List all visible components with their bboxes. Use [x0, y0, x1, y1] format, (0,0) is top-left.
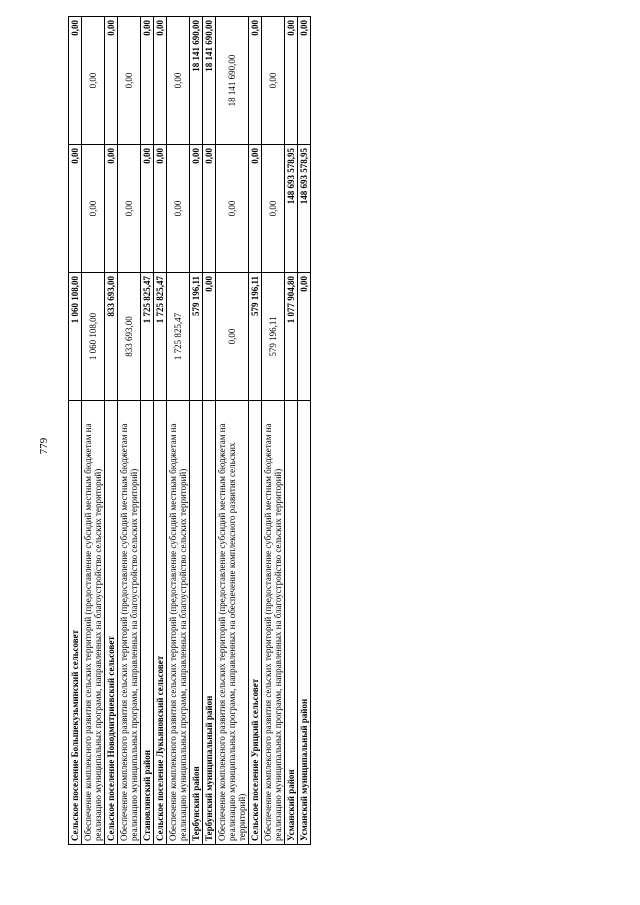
value-col2-cell: 0,00	[141, 145, 154, 273]
row-name-cell: Тербунский район	[190, 401, 203, 845]
value-col2-cell: 0,00	[249, 145, 262, 273]
value-col2-cell: 148 693 578,95	[298, 145, 311, 273]
value-col3-cell: 18 141 690,00	[216, 17, 249, 145]
row-name-cell: Сельское поселение Урицкий сельсовет	[249, 401, 262, 845]
row-name-cell: Обеспечение комплексного развития сельских территорий (предоставление субсидий местным бюджетам на реализацию муниципальных программ, направленных на благоустройство сельских территорий)	[167, 401, 190, 845]
value-col1-cell: 0,00	[298, 273, 311, 401]
row-name-cell: Сельское поселение Лукьяновский сельсовет	[154, 401, 167, 845]
value-col3-cell: 18 141 690,00	[190, 17, 203, 145]
table-row-heading	[69, 17, 82, 845]
value-col3-cell: 0,00	[285, 17, 298, 145]
value-col1-cell: 1 060 108,00	[82, 273, 105, 401]
value-col3-cell: 18 141 690,00	[203, 17, 216, 145]
value-col1-cell: 1 725 825,47	[154, 273, 167, 401]
value-col3-cell: 0,00	[141, 17, 154, 145]
row-name-cell: Обеспечение комплексного развития сельских территорий (предоставление субсидий местным бюджетам на реализацию муниципальных программ, направленных на благоустройство сельских территорий)	[82, 401, 105, 845]
row-name-cell: Усманский район	[285, 401, 298, 845]
value-col1-cell: 833 693,00	[105, 273, 118, 401]
value-col1-cell: 579 196,11	[249, 273, 262, 401]
value-col2-cell: 0,00	[167, 145, 190, 273]
table-row-heading	[203, 17, 216, 845]
rotated-table-container	[68, 20, 311, 845]
value-col2-cell: 0,00	[203, 145, 216, 273]
value-col3-cell: 0,00	[154, 17, 167, 145]
row-name-cell: Обеспечение комплексного развития сельских территорий (предоставление субсидий местным бюджетам на реализацию муниципальных программ, направленных на благоустройство сельских территорий)	[118, 401, 141, 845]
value-col1-cell: 1 725 825,47	[167, 273, 190, 401]
value-col1-cell: 833 693,00	[118, 273, 141, 401]
table-row-detail	[167, 17, 190, 845]
table-row-detail	[262, 17, 285, 845]
value-col1-cell: 0,00	[216, 273, 249, 401]
value-col1-cell: 1 077 904,80	[285, 273, 298, 401]
value-col2-cell: 0,00	[216, 145, 249, 273]
table-row-heading	[105, 17, 118, 845]
table-row-heading	[249, 17, 262, 845]
value-col3-cell: 0,00	[262, 17, 285, 145]
row-name-cell: Сельское поселение Новодмитриевский сельсовет	[105, 401, 118, 845]
value-col3-cell: 0,00	[82, 17, 105, 145]
value-col2-cell: 0,00	[69, 145, 82, 273]
value-col3-cell: 0,00	[69, 17, 82, 145]
row-name-cell: Усманский муниципальный район	[298, 401, 311, 845]
table-body	[69, 17, 311, 845]
value-col1-cell: 579 196,11	[190, 273, 203, 401]
table-row-heading	[298, 17, 311, 845]
row-name-cell: Обеспечение комплексного развития сельских территорий (предоставление субсидий местным бюджетам на реализацию муниципальных программ, направленных на благоустройство сельских территорий)	[262, 401, 285, 845]
value-col3-cell: 0,00	[105, 17, 118, 145]
value-col2-cell: 0,00	[105, 145, 118, 273]
value-col2-cell: 0,00	[82, 145, 105, 273]
value-col2-cell: 0,00	[154, 145, 167, 273]
value-col1-cell: 1 060 108,00	[69, 273, 82, 401]
table-row-heading	[285, 17, 298, 845]
page-number: 779	[38, 437, 50, 455]
value-col1-cell: 0,00	[203, 273, 216, 401]
value-col2-cell: 0,00	[118, 145, 141, 273]
value-col2-cell: 148 693 578,95	[285, 145, 298, 273]
table-row-detail	[82, 17, 105, 845]
value-col2-cell: 0,00	[262, 145, 285, 273]
value-col2-cell: 0,00	[190, 145, 203, 273]
budget-table	[68, 16, 311, 845]
value-col3-cell: 0,00	[118, 17, 141, 145]
row-name-cell: Обеспечение комплексного развития сельских территорий (предоставление субсидий местным бюджетам на реализацию муниципальных программ, направленных на обеспечение комплексного развития сельских территорий)	[216, 401, 249, 845]
value-col1-cell: 579 196,11	[262, 273, 285, 401]
table-row-detail	[118, 17, 141, 845]
value-col1-cell: 1 725 825,47	[141, 273, 154, 401]
value-col3-cell: 0,00	[249, 17, 262, 145]
table-row-detail	[216, 17, 249, 845]
table-row-heading	[154, 17, 167, 845]
row-name-cell: Сельское поселение Большекузьминский сельсовет	[69, 401, 82, 845]
row-name-cell: Становлянский район	[141, 401, 154, 845]
table-row-heading	[141, 17, 154, 845]
value-col3-cell: 0,00	[167, 17, 190, 145]
table-row-heading	[190, 17, 203, 845]
value-col3-cell: 0,00	[298, 17, 311, 145]
row-name-cell: Тербунский муниципальный район	[203, 401, 216, 845]
